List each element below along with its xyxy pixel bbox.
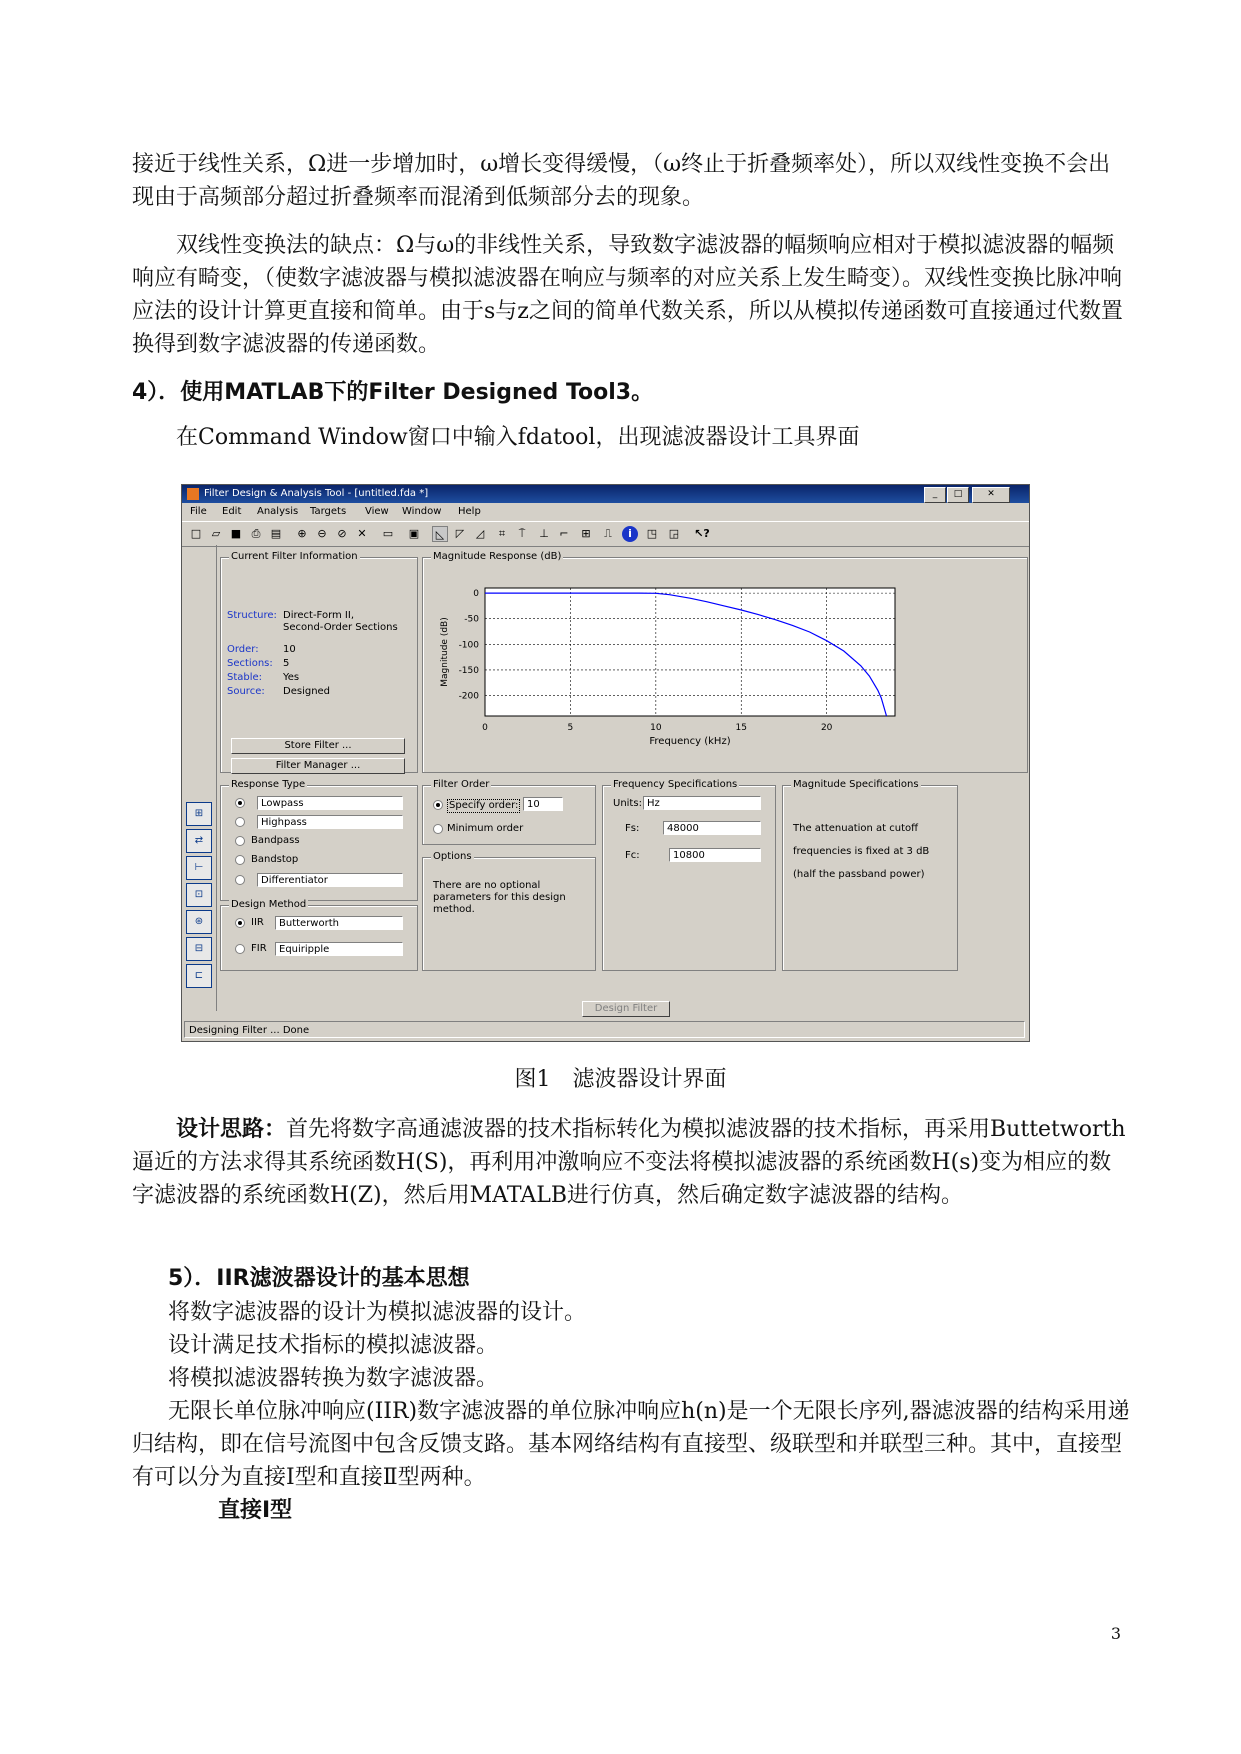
magnitude-specs-title: Magnitude Specifications — [793, 779, 919, 790]
menu-view[interactable]: View — [365, 506, 389, 517]
design-method-panel — [220, 899, 418, 971]
design-method-title: Design Method — [231, 899, 307, 910]
x-tick-label: 0 — [482, 723, 488, 733]
frequency-specs-panel — [602, 779, 776, 971]
group-delay-icon[interactable]: ⌗ — [498, 527, 506, 540]
magnitude-specs-text-3: (half the passband power) — [793, 869, 925, 880]
fir-method-select[interactable]: Equiripple — [275, 942, 403, 956]
toolbar — [182, 521, 1029, 547]
save-icon[interactable]: ■ — [230, 527, 242, 540]
fs-input[interactable]: 48000 — [663, 821, 761, 835]
options-text-3: method. — [433, 904, 475, 915]
source-value: Designed — [283, 686, 331, 697]
info-icon[interactable]: i — [622, 526, 638, 542]
source-label: Source: — [227, 686, 265, 697]
specify-order-input[interactable]: 10 — [523, 797, 563, 811]
filter-manager-button[interactable]: Filter Manager ... — [231, 758, 405, 774]
plot-area — [485, 588, 895, 716]
magnitude-response-title: Magnitude Response (dB) — [433, 551, 562, 562]
phase-response-icon[interactable]: ◸ — [455, 527, 465, 540]
open-icon[interactable]: ▱ — [211, 527, 221, 540]
y-axis-label: Magnitude (dB) — [440, 617, 450, 687]
bandstop-radio[interactable] — [235, 855, 245, 865]
print-preview-icon[interactable]: ▤ — [270, 527, 282, 540]
frequency-specs-title: Frequency Specifications — [613, 779, 738, 790]
options-panel — [422, 851, 596, 971]
paragraph-fdatool-intro: 在Command Window窗口中输入fdatool，出现滤波器设计工具界面 — [176, 425, 860, 450]
menu-edit[interactable]: Edit — [222, 506, 242, 517]
structure-value-2: Second-Order Sections — [283, 622, 398, 633]
mag-phase-icon[interactable]: ◿ — [475, 527, 485, 540]
zoom-x-icon[interactable]: ⊘ — [337, 527, 347, 540]
design-idea-label: 设计思路： — [176, 1117, 287, 1142]
pole-zero-icon[interactable]: ⍑ — [518, 527, 526, 540]
paragraph-bilinear-drawbacks: 双线性变换法的缺点：Ω与ω的非线性关系，导致数字滤波器的幅频响应相对于模拟滤波器的幅频响应有畸变，（使数字滤波器与模拟滤波器在响应与频率的对应关系上发生畸变）。双线性变换比脉冲响应法的设计计算更直接和简单。由于s与z之间的简单代数关系，所以从模拟传递函数可直接通过代数置换得到数字滤波器的传递函数。 — [132, 233, 1123, 357]
heading-direct-form-1: 直接Ⅰ型 — [218, 1498, 293, 1523]
sidebar-quantize-icon[interactable]: ⊡ — [186, 883, 212, 907]
sections-value: 5 — [283, 658, 290, 669]
options-title: Options — [433, 851, 472, 862]
line-5a: 将数字滤波器的设计为模拟滤波器的设计。 — [168, 1300, 587, 1325]
stable-label: Stable: — [227, 672, 263, 683]
magnitude-response-chart — [423, 558, 1027, 772]
menu-window[interactable]: Window — [402, 506, 442, 517]
side-toolbar — [182, 545, 217, 1011]
sidebar-transform-icon[interactable]: ⇄ — [186, 829, 212, 853]
lowpass-option[interactable]: Lowpass — [257, 796, 403, 810]
design-filter-button[interactable]: Design Filter — [582, 1001, 670, 1017]
step-response-icon[interactable]: ⌐ — [559, 527, 569, 540]
y-tick-label: -200 — [458, 691, 479, 702]
sections-label: Sections: — [227, 658, 273, 669]
line-5b: 设计满足技术指标的模拟滤波器。 — [168, 1333, 499, 1358]
magnitude-response-icon[interactable]: ◺ — [432, 526, 448, 542]
sidebar-pole-zero-editor-icon[interactable]: ⊟ — [186, 937, 212, 961]
stable-value: Yes — [283, 672, 300, 683]
current-filter-panel — [220, 551, 418, 773]
x-tick-label: 20 — [820, 723, 833, 733]
fir-radio[interactable] — [235, 944, 245, 954]
menu-analysis[interactable]: Analysis — [257, 506, 299, 517]
sidebar-create-multirate-icon[interactable]: ⊢ — [186, 856, 212, 880]
order-label: Order: — [227, 644, 259, 655]
figure-caption: 图1 滤波器设计界面 — [514, 1067, 727, 1092]
print-icon[interactable]: ⎙ — [251, 527, 261, 540]
bandpass-radio[interactable] — [235, 836, 245, 846]
iir-radio[interactable] — [235, 918, 245, 928]
export-icon[interactable]: ◲ — [668, 527, 680, 540]
filter-order-title: Filter Order — [433, 779, 490, 790]
new-icon[interactable]: □ — [190, 527, 202, 540]
bandstop-option[interactable]: Bandstop — [251, 854, 299, 865]
x-tick-label: 10 — [650, 723, 662, 733]
minimum-order-label: Minimum order — [447, 823, 524, 834]
menu-help[interactable]: Help — [458, 506, 481, 517]
impulse-response-icon[interactable]: ⊥ — [539, 527, 549, 540]
paragraph-design-idea — [132, 1113, 1132, 1212]
x-tick-label: 15 — [735, 723, 747, 733]
magnitude-specs-text-1: The attenuation at cutoff — [793, 823, 919, 834]
menu-bar — [182, 503, 1029, 521]
options-text-2: parameters for this design — [433, 892, 566, 903]
heading-section-4: 4）．使用MATLAB下的Filter Designed Tool3。 — [132, 380, 654, 405]
response-type-title: Response Type — [231, 779, 306, 790]
minimize-icon[interactable]: _ — [924, 487, 946, 503]
minimum-order-radio[interactable] — [433, 824, 443, 834]
order-value: 10 — [283, 644, 296, 655]
fs-label: Fs: — [625, 823, 640, 834]
window-title: Filter Design & Analysis Tool - [untitled.fda *] — [204, 488, 429, 499]
highpass-radio[interactable] — [235, 817, 245, 827]
fc-label: Fc: — [625, 850, 640, 861]
filter-order-panel — [422, 779, 596, 845]
units-select[interactable]: Hz — [643, 796, 761, 810]
specify-order-radio[interactable] — [433, 800, 443, 810]
differentiator-option[interactable]: Differentiator — [257, 873, 403, 887]
magnitude-specs-text-2: frequencies is fixed at 3 dB — [793, 846, 930, 857]
current-filter-title: Current Filter Information — [231, 551, 358, 562]
matlab-logo-icon — [187, 488, 199, 500]
iir-label: IIR — [251, 917, 264, 928]
fir-label: FIR — [251, 943, 267, 954]
lowpass-radio[interactable] — [235, 798, 245, 808]
legend-2-icon[interactable]: ▣ — [408, 527, 420, 540]
legend-icon[interactable]: ▭ — [382, 527, 394, 540]
sidebar-design-icon[interactable]: ⊞ — [186, 802, 212, 826]
options-text-1: There are no optional — [433, 880, 541, 891]
page-number: 3 — [1110, 1624, 1121, 1643]
design-idea-text: 首先将数字高通滤波器的技术指标转化为模拟滤波器的技术指标，再采用Buttetworth逼近的方法求得其系统函数H(S)，再利用冲激响应不变法将模拟滤波器的系统函数H(s)变为相应的数字滤波器的系统函数H(Z)，然后用MATALB进行仿真，然后确定数字滤波器的结构。 — [132, 1117, 1126, 1208]
zoom-out-icon[interactable]: ⊖ — [317, 527, 327, 540]
highpass-option[interactable]: Highpass — [257, 815, 403, 829]
y-tick-label: 0 — [473, 589, 479, 600]
store-filter-button[interactable]: Store Filter ... — [231, 738, 405, 754]
whats-this-icon[interactable]: ↖? — [694, 527, 710, 540]
full-view-icon[interactable]: ✕ — [357, 527, 367, 540]
specify-order-label: Specify order: — [449, 800, 519, 811]
bandpass-option[interactable]: Bandpass — [251, 835, 300, 846]
magnitude-response-panel — [422, 551, 1028, 773]
filter-info-icon[interactable]: ⎍ — [604, 527, 612, 540]
y-tick-label: -100 — [458, 640, 479, 651]
x-tick-label: 5 — [567, 723, 574, 733]
paragraph-iir-structure: 无限长单位脉冲响应(IIR)数字滤波器的单位脉冲响应h(n)是一个无限长序列,器滤波器的结构采用递归结构，即在信号流图中包含反馈支路。基本网络结构有直接型、级联型和并联型三种。其中，直接型有可以分为直接Ⅰ型和直接Ⅱ型两种。 — [132, 1399, 1130, 1490]
paragraph-intro: 接近于线性关系，Ω进一步增加时，ω增长变得缓慢，（ω终止于折叠频率处），所以双线性变换不会出现由于高频部分超过折叠频率而混淆到低频部分去的现象。 — [132, 152, 1111, 210]
sidebar-import-icon[interactable]: ⊛ — [186, 910, 212, 934]
units-label: Units: — [613, 798, 642, 809]
differentiator-radio[interactable] — [235, 875, 245, 885]
line-5c: 将模拟滤波器转换为数字滤波器。 — [168, 1366, 499, 1391]
close-icon[interactable]: ✕ — [972, 487, 1010, 503]
menu-file[interactable]: File — [190, 506, 207, 517]
fdatool-window — [181, 484, 1030, 1042]
title-bar — [182, 485, 1029, 503]
fc-input[interactable]: 10800 — [669, 848, 761, 862]
x-axis-label: Frequency (kHz) — [649, 736, 731, 747]
heading-section-5: 5）．IIR滤波器设计的基本思想 — [168, 1266, 470, 1291]
y-tick-label: -150 — [458, 665, 479, 676]
zoom-in-icon[interactable]: ⊕ — [297, 527, 307, 540]
response-type-panel — [220, 779, 418, 901]
structure-label: Structure: — [227, 610, 277, 621]
maximize-icon[interactable]: □ — [947, 487, 969, 503]
sidebar-realize-icon[interactable]: ⊏ — [186, 964, 212, 988]
iir-method-select[interactable]: Butterworth — [275, 916, 403, 930]
y-tick-label: -50 — [464, 614, 479, 625]
magnitude-specs-panel — [782, 779, 958, 971]
realize-model-icon[interactable]: ◳ — [646, 527, 658, 540]
structure-value: Direct-Form II, — [283, 610, 354, 621]
menu-targets[interactable]: Targets — [310, 506, 347, 517]
status-bar: Designing Filter ... Done — [184, 1021, 1025, 1038]
coefficients-icon[interactable]: ⊞ — [581, 527, 591, 540]
